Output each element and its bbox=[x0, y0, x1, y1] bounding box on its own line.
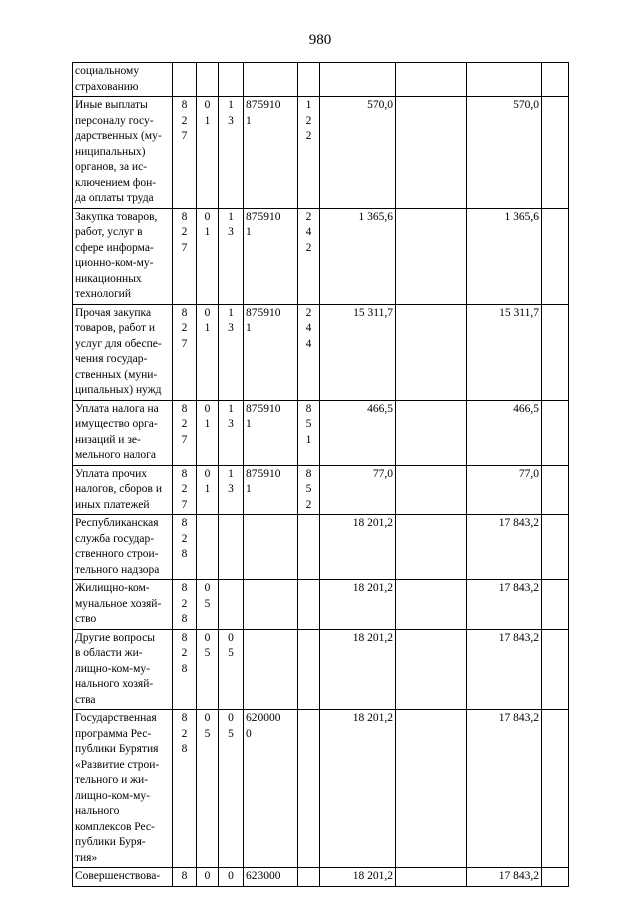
target-article-cell: 875910 1 bbox=[244, 400, 298, 465]
subsection-code-cell: 0 5 bbox=[219, 629, 244, 710]
amount-cell-1: 15 311,7 bbox=[320, 304, 396, 400]
expense-type-cell bbox=[298, 580, 320, 630]
empty-cell bbox=[542, 63, 569, 97]
budget-table bbox=[72, 62, 569, 887]
ministry-code-cell: 8 2 8 bbox=[173, 629, 197, 710]
section-code-cell: 0 5 bbox=[197, 710, 219, 868]
table-row bbox=[73, 710, 569, 868]
item-name-cell: Другие вопросы в области жи- лищно-ком-му- нального хозяй- ства bbox=[73, 629, 173, 710]
item-name-cell: Прочая закупка товаров, работ и услуг для обеспе- чения государ- ственных (муни- ципальных) нужд bbox=[73, 304, 173, 400]
expense-type-cell bbox=[298, 868, 320, 887]
empty-cell bbox=[542, 710, 569, 868]
empty-cell bbox=[542, 400, 569, 465]
section-code-cell: 0 5 bbox=[197, 580, 219, 630]
amount-cell-3: 17 843,2 bbox=[467, 629, 542, 710]
amount-cell-2 bbox=[396, 710, 467, 868]
ministry-code-cell: 8 2 7 bbox=[173, 465, 197, 515]
expense-type-cell: 2 4 4 bbox=[298, 304, 320, 400]
target-article-cell: 875910 1 bbox=[244, 304, 298, 400]
subsection-code-cell: 0 bbox=[219, 868, 244, 887]
ministry-code-cell: 8 2 8 bbox=[173, 580, 197, 630]
item-name-cell: Уплата налога на имущество орга- низаций и зе- мельного налога bbox=[73, 400, 173, 465]
target-article-cell bbox=[244, 629, 298, 710]
amount-cell-2 bbox=[396, 465, 467, 515]
empty-cell bbox=[542, 208, 569, 304]
table-row bbox=[73, 400, 569, 465]
amount-cell-1: 570,0 bbox=[320, 97, 396, 209]
empty-cell bbox=[542, 868, 569, 887]
target-article-cell: 875910 1 bbox=[244, 97, 298, 209]
subsection-code-cell bbox=[219, 580, 244, 630]
amount-cell-2 bbox=[396, 515, 467, 580]
expense-type-cell: 2 4 2 bbox=[298, 208, 320, 304]
subsection-code-cell: 1 3 bbox=[219, 304, 244, 400]
amount-cell-3: 17 843,2 bbox=[467, 868, 542, 887]
amount-cell-1 bbox=[320, 63, 396, 97]
subsection-code-cell: 1 3 bbox=[219, 400, 244, 465]
target-article-cell: 875910 1 bbox=[244, 465, 298, 515]
amount-cell-1: 466,5 bbox=[320, 400, 396, 465]
table-row bbox=[73, 515, 569, 580]
table-row bbox=[73, 465, 569, 515]
amount-cell-3: 77,0 bbox=[467, 465, 542, 515]
amount-cell-3: 15 311,7 bbox=[467, 304, 542, 400]
table-row bbox=[73, 629, 569, 710]
section-code-cell: 0 bbox=[197, 868, 219, 887]
expense-type-cell bbox=[298, 515, 320, 580]
expense-type-cell: 8 5 2 bbox=[298, 465, 320, 515]
empty-cell bbox=[542, 465, 569, 515]
expense-type-cell: 8 5 1 bbox=[298, 400, 320, 465]
amount-cell-2 bbox=[396, 97, 467, 209]
subsection-code-cell: 1 3 bbox=[219, 465, 244, 515]
table-row bbox=[73, 580, 569, 630]
ministry-code-cell: 8 2 7 bbox=[173, 97, 197, 209]
item-name-cell: Уплата прочих налогов, сборов и иных платежей bbox=[73, 465, 173, 515]
target-article-cell bbox=[244, 580, 298, 630]
subsection-code-cell: 1 3 bbox=[219, 97, 244, 209]
item-name-cell: Закупка товаров, работ, услуг в сфере информа- ционно-ком-му- никационных технологий bbox=[73, 208, 173, 304]
section-code-cell: 0 5 bbox=[197, 629, 219, 710]
section-code-cell: 0 1 bbox=[197, 304, 219, 400]
table-row bbox=[73, 63, 569, 97]
amount-cell-2 bbox=[396, 629, 467, 710]
subsection-code-cell: 0 5 bbox=[219, 710, 244, 868]
amount-cell-1: 18 201,2 bbox=[320, 868, 396, 887]
item-name-cell: Жилищно-ком- мунальное хозяй- ство bbox=[73, 580, 173, 630]
amount-cell-2 bbox=[396, 63, 467, 97]
amount-cell-3: 17 843,2 bbox=[467, 580, 542, 630]
amount-cell-2 bbox=[396, 868, 467, 887]
ministry-code-cell: 8 2 7 bbox=[173, 400, 197, 465]
amount-cell-2 bbox=[396, 580, 467, 630]
table-row bbox=[73, 304, 569, 400]
amount-cell-1: 18 201,2 bbox=[320, 710, 396, 868]
item-name-cell: Республиканская служба государ- ственного строи- тельного надзора bbox=[73, 515, 173, 580]
amount-cell-3: 1 365,6 bbox=[467, 208, 542, 304]
amount-cell-2 bbox=[396, 208, 467, 304]
amount-cell-2 bbox=[396, 400, 467, 465]
amount-cell-3: 466,5 bbox=[467, 400, 542, 465]
ministry-code-cell bbox=[173, 63, 197, 97]
empty-cell bbox=[542, 97, 569, 209]
item-name-cell: Совершенствова- bbox=[73, 868, 173, 887]
section-code-cell bbox=[197, 515, 219, 580]
amount-cell-1: 18 201,2 bbox=[320, 629, 396, 710]
amount-cell-1: 1 365,6 bbox=[320, 208, 396, 304]
amount-cell-1: 18 201,2 bbox=[320, 580, 396, 630]
empty-cell bbox=[542, 629, 569, 710]
amount-cell-3 bbox=[467, 63, 542, 97]
target-article-cell: 875910 1 bbox=[244, 208, 298, 304]
table-row bbox=[73, 868, 569, 887]
amount-cell-3: 17 843,2 bbox=[467, 515, 542, 580]
amount-cell-2 bbox=[396, 304, 467, 400]
amount-cell-1: 18 201,2 bbox=[320, 515, 396, 580]
ministry-code-cell: 8 2 8 bbox=[173, 710, 197, 868]
item-name-cell: Иные выплаты персоналу госу- дарственных (му- ниципальных) органов, за ис- ключением фон- да оплаты труда bbox=[73, 97, 173, 209]
table-row bbox=[73, 97, 569, 209]
empty-cell bbox=[542, 580, 569, 630]
target-article-cell bbox=[244, 515, 298, 580]
ministry-code-cell: 8 2 7 bbox=[173, 304, 197, 400]
item-name-cell: социальному страхованию bbox=[73, 63, 173, 97]
section-code-cell bbox=[197, 63, 219, 97]
target-article-cell bbox=[244, 63, 298, 97]
expense-type-cell: 1 2 2 bbox=[298, 97, 320, 209]
amount-cell-3: 17 843,2 bbox=[467, 710, 542, 868]
subsection-code-cell bbox=[219, 515, 244, 580]
empty-cell bbox=[542, 304, 569, 400]
target-article-cell: 623000 bbox=[244, 868, 298, 887]
target-article-cell: 620000 0 bbox=[244, 710, 298, 868]
expense-type-cell bbox=[298, 629, 320, 710]
subsection-code-cell: 1 3 bbox=[219, 208, 244, 304]
expense-type-cell bbox=[298, 710, 320, 868]
ministry-code-cell: 8 2 7 bbox=[173, 208, 197, 304]
section-code-cell: 0 1 bbox=[197, 208, 219, 304]
amount-cell-3: 570,0 bbox=[467, 97, 542, 209]
page-number: 980 bbox=[308, 32, 332, 48]
subsection-code-cell bbox=[219, 63, 244, 97]
ministry-code-cell: 8 bbox=[173, 868, 197, 887]
empty-cell bbox=[542, 515, 569, 580]
section-code-cell: 0 1 bbox=[197, 400, 219, 465]
section-code-cell: 0 1 bbox=[197, 465, 219, 515]
section-code-cell: 0 1 bbox=[197, 97, 219, 209]
expense-type-cell bbox=[298, 63, 320, 97]
ministry-code-cell: 8 2 8 bbox=[173, 515, 197, 580]
table-row bbox=[73, 208, 569, 304]
item-name-cell: Государственная программа Рес- публики Бурятия «Развитие строи- тельного и жи- лищно-ком-му- нального комплексов Рес- публики Буря- тия» bbox=[73, 710, 173, 868]
amount-cell-1: 77,0 bbox=[320, 465, 396, 515]
